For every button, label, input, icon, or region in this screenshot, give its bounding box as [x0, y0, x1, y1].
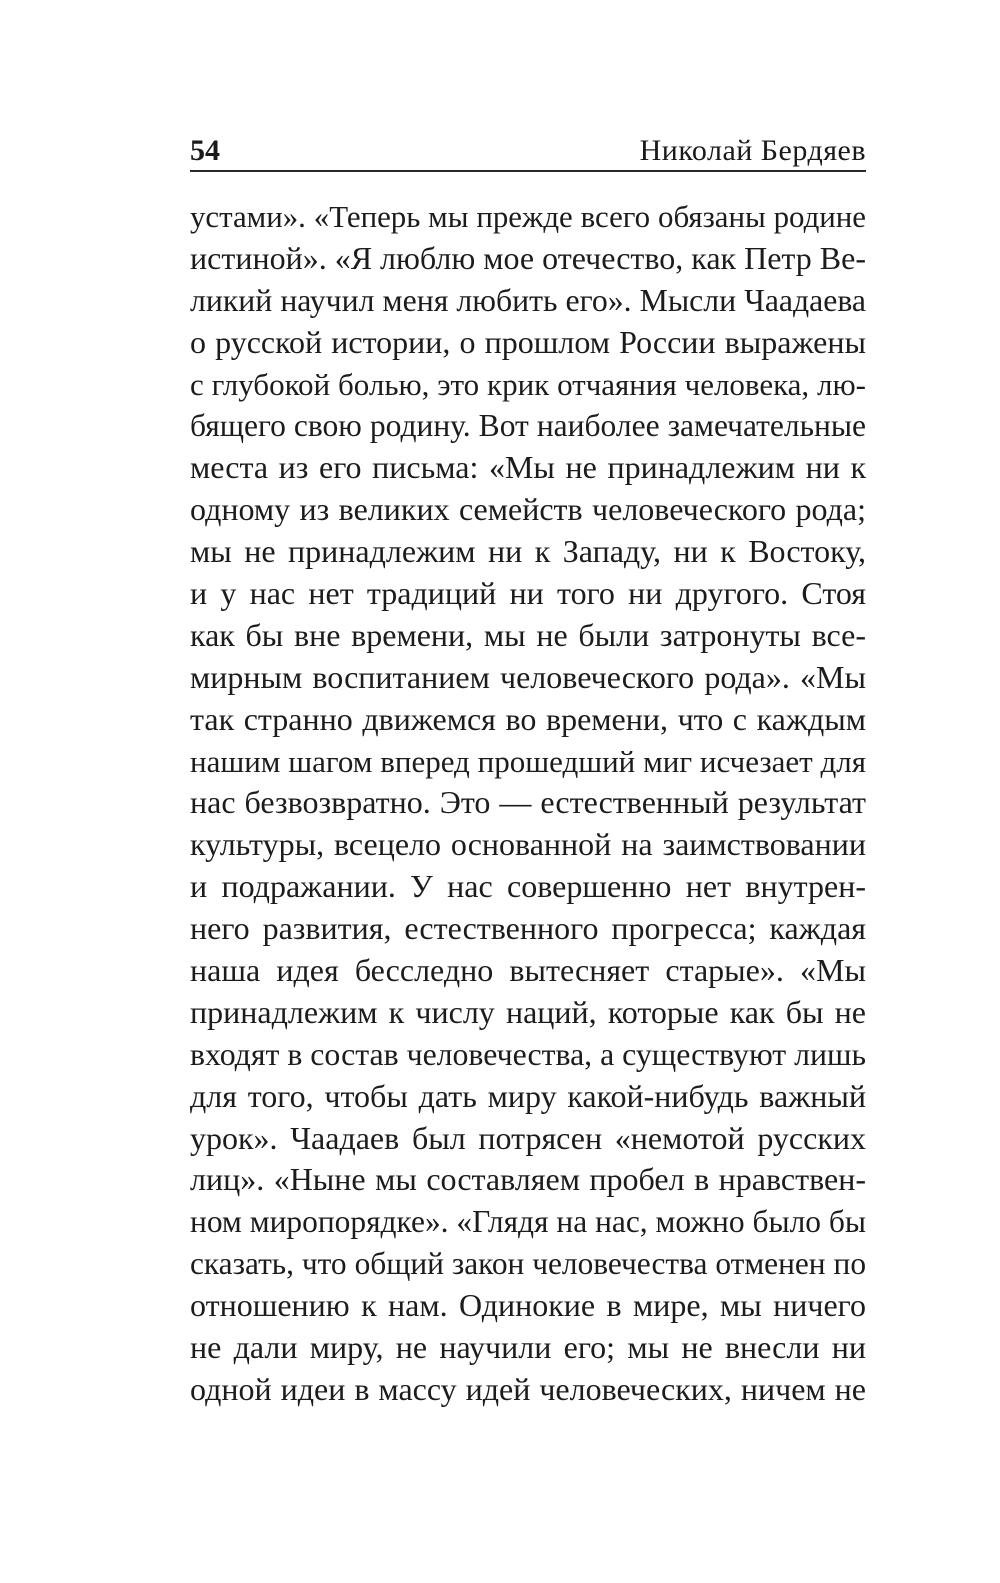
text-line: не дали миру, не научили его; мы не внесли ни: [190, 1329, 866, 1366]
text-line: культуры, всецело основанной на заимствовании: [190, 826, 866, 863]
text-line: для того, чтобы дать миру какой-нибудь важный: [190, 1077, 866, 1114]
text-line: него развития, естественного прогресса; каждая: [190, 910, 866, 947]
text-line: с глубокой болью, это крик отчаяния человека, лю-: [190, 366, 866, 402]
page-header: [190, 128, 866, 172]
text-line: мирным воспитанием человеческого рода». «Мы: [190, 658, 866, 695]
text-line: нас безвозвратно. Это — естественный результат: [190, 784, 866, 821]
text-line: урок». Чаадаев был потрясен «немотой русских: [190, 1119, 866, 1156]
text-line: места из его письма: «Мы не принадлежим ни к: [190, 449, 866, 486]
header-rule: [190, 170, 866, 172]
text-line: нашим шагом вперед прошедший миг исчезает для: [190, 743, 866, 779]
page-number: 54: [190, 134, 220, 167]
text-line: сказать, что общий закон человечества отменен по: [190, 1246, 866, 1282]
text-line: наша идея бесследно вытесняет старые». «Мы: [190, 952, 866, 989]
text-line: одной идеи в массу идей человеческих, ничем не: [190, 1370, 866, 1407]
text-line: как бы вне времени, мы не были затронуты все-: [190, 616, 866, 653]
text-line: принадлежим к числу наций, которые как бы не: [190, 993, 866, 1030]
text-line: и подражании. У нас совершенно нет внутрен-: [190, 868, 866, 905]
text-line: ном миропорядке». «Глядя на нас, можно было бы: [190, 1204, 866, 1240]
text-line: о русской истории, о прошлом России выражены: [190, 323, 866, 360]
text-line: одному из великих семейств человеческого рода;: [190, 491, 866, 528]
text-line: и у нас нет традиций ни того ни другого. Стоя: [190, 575, 866, 612]
text-line: входят в состав человечества, а существуют лишь: [190, 1036, 866, 1072]
text-line: устами». «Теперь мы прежде всего обязаны родине: [190, 199, 866, 234]
text-line: ликий научил меня любить его». Мысли Чаадаева: [190, 282, 866, 318]
text-line: бящего свою родину. Вот наиболее замечательные: [190, 408, 866, 444]
text-line: отношению к нам. Одинокие в мире, мы ничего: [190, 1287, 866, 1324]
text-line: истиной». «Я люблю мое отечество, как Петр Ве-: [190, 239, 866, 276]
text-line: так странно движемся во времени, что с каждым: [190, 700, 866, 737]
running-title: Николай Бердяев: [639, 134, 866, 167]
body-text: [190, 196, 866, 1411]
text-line: мы не принадлежим ни к Западу, ни к Востоку,: [190, 533, 866, 570]
text-line: лиц». «Ныне мы составляем пробел в нравствен-: [190, 1161, 866, 1198]
